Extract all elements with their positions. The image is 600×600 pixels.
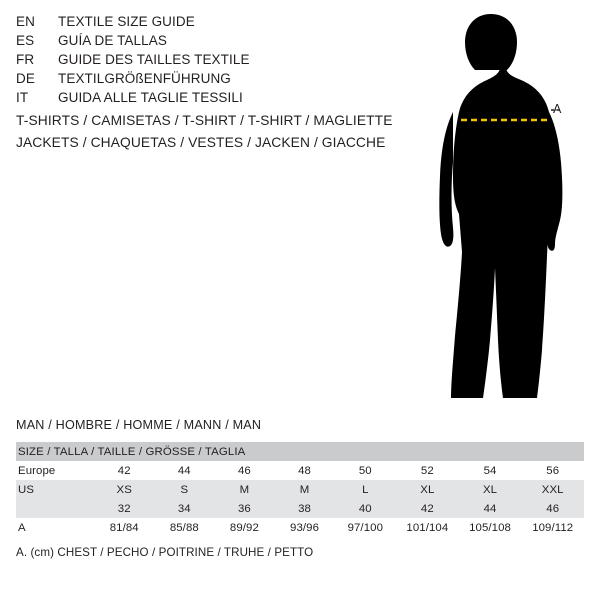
table-cell: 93/96 xyxy=(290,521,320,534)
table-cell: 42 xyxy=(420,502,434,515)
table-cell: 32 xyxy=(117,502,131,515)
category-jackets: JACKETS / CHAQUETAS / VESTES / JACKEN / GIACCHE xyxy=(16,135,386,150)
row-label-a: A xyxy=(18,521,26,534)
language-row xyxy=(16,71,396,90)
table-cell: 44 xyxy=(177,464,191,477)
table-cell: 36 xyxy=(237,502,251,515)
male-silhouette-figure xyxy=(395,10,600,410)
table-cell: 54 xyxy=(483,464,497,477)
table-cell: L xyxy=(362,483,369,496)
table-cell: M xyxy=(239,483,250,496)
language-code: FR xyxy=(16,52,35,67)
table-cell: 81/84 xyxy=(109,521,139,534)
table-cell: 46 xyxy=(237,464,251,477)
size-table-block xyxy=(16,418,584,537)
language-list xyxy=(16,14,396,109)
table-cell: 97/100 xyxy=(347,521,384,534)
language-code: ES xyxy=(16,33,35,48)
table-title: MAN / HOMBRE / HOMME / MANN / MAN xyxy=(16,418,262,432)
table-cell: 48 xyxy=(298,464,311,477)
row-label-us: US xyxy=(18,483,35,496)
category-list xyxy=(16,110,416,154)
language-code: DE xyxy=(16,71,35,86)
table-cell: 101/104 xyxy=(406,521,449,534)
table-cell: 44 xyxy=(483,502,497,515)
table-cell: 42 xyxy=(117,464,131,477)
table-header-label: SIZE / TALLA / TAILLE / GRÖSSE / TAGLIA xyxy=(18,445,246,458)
language-row xyxy=(16,90,396,109)
language-text: TEXTILGRÖßENFÜHRUNG xyxy=(58,71,231,86)
table-cell: 46 xyxy=(546,502,560,515)
table-cell: XL xyxy=(420,483,435,496)
table-cell: XXL xyxy=(541,483,564,496)
language-row xyxy=(16,52,396,71)
table-cell: 89/92 xyxy=(229,521,259,534)
row-label-europe: Europe xyxy=(18,464,56,477)
category-tshirts: T-SHIRTS / CAMISETAS / T-SHIRT / T-SHIRT / MAGLIETTE xyxy=(16,113,393,128)
table-cell: 40 xyxy=(358,502,372,515)
language-code: IT xyxy=(16,90,29,105)
table-cell: 34 xyxy=(177,502,191,515)
language-text: GUÍA DE TALLAS xyxy=(58,33,167,48)
table-row xyxy=(16,461,584,480)
table-cell: 109/112 xyxy=(532,521,574,534)
size-table xyxy=(16,442,584,537)
table-row xyxy=(16,499,584,518)
language-code: EN xyxy=(16,14,35,29)
language-text: GUIDA ALLE TAGLIE TESSILI xyxy=(58,90,243,105)
language-row xyxy=(16,14,396,33)
table-cell: M xyxy=(299,483,310,496)
table-cell: 85/88 xyxy=(169,521,199,534)
row-label-us-alt xyxy=(16,499,94,518)
table-cell: 105/108 xyxy=(469,521,511,534)
table-cell: S xyxy=(180,483,189,496)
table-cell: 56 xyxy=(546,464,560,477)
language-row xyxy=(16,33,396,52)
table-cell: 52 xyxy=(420,464,434,477)
table-cell: 50 xyxy=(358,464,372,477)
table-header-row xyxy=(16,442,584,461)
table-cell: 38 xyxy=(298,502,311,515)
silhouette-icon xyxy=(395,10,600,410)
table-cell: XS xyxy=(116,483,132,496)
table-row xyxy=(16,480,584,499)
table-cell: XL xyxy=(482,483,498,496)
measure-label-a: A xyxy=(553,102,562,116)
table-row xyxy=(16,518,584,537)
table-footnote: A. (cm) CHEST / PECHO / POITRINE / TRUHE / PETTO xyxy=(16,546,314,559)
language-text: GUIDE DES TAILLES TEXTILE xyxy=(58,52,250,67)
language-text: TEXTILE SIZE GUIDE xyxy=(58,14,195,29)
